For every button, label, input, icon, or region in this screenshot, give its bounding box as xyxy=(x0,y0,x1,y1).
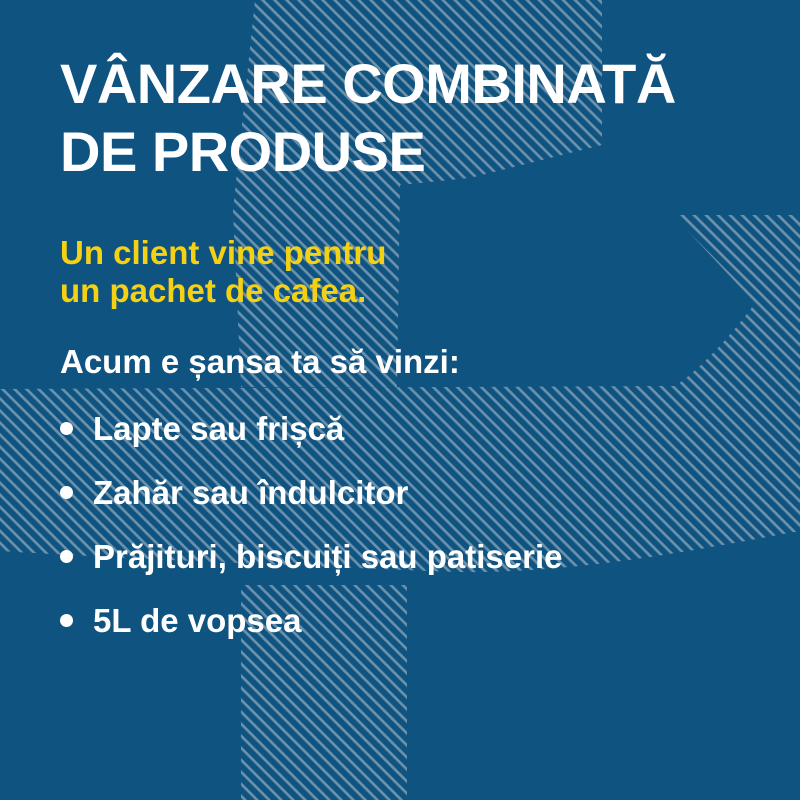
list-item-label: 5L de vopsea xyxy=(93,602,302,639)
list-item xyxy=(60,602,563,640)
intro-highlight xyxy=(60,234,386,310)
bullet-dot xyxy=(60,614,73,627)
page-title-line2: DE PRODUSE xyxy=(60,120,426,183)
bullet-dot xyxy=(60,422,73,435)
list-item-label: Zahăr sau îndulcitor xyxy=(93,474,409,511)
list-item xyxy=(60,410,563,448)
bullet-dot xyxy=(60,486,73,499)
list-item-label: Prăjituri, biscuiți sau patiserie xyxy=(93,538,563,575)
page-title xyxy=(60,50,676,186)
bullet-list xyxy=(60,410,563,666)
lead-text: Acum e șansa ta să vinzi: xyxy=(60,343,460,380)
page-title-line1: VÂNZARE COMBINATĂ xyxy=(60,52,676,115)
list-item xyxy=(60,474,563,512)
list-item-label: Lapte sau frișcă xyxy=(93,410,345,447)
list-item xyxy=(60,538,563,576)
intro-highlight-line2: un pachet de cafea. xyxy=(60,272,367,309)
bullet-dot xyxy=(60,550,73,563)
intro-highlight-line1: Un client vine pentru xyxy=(60,234,387,271)
